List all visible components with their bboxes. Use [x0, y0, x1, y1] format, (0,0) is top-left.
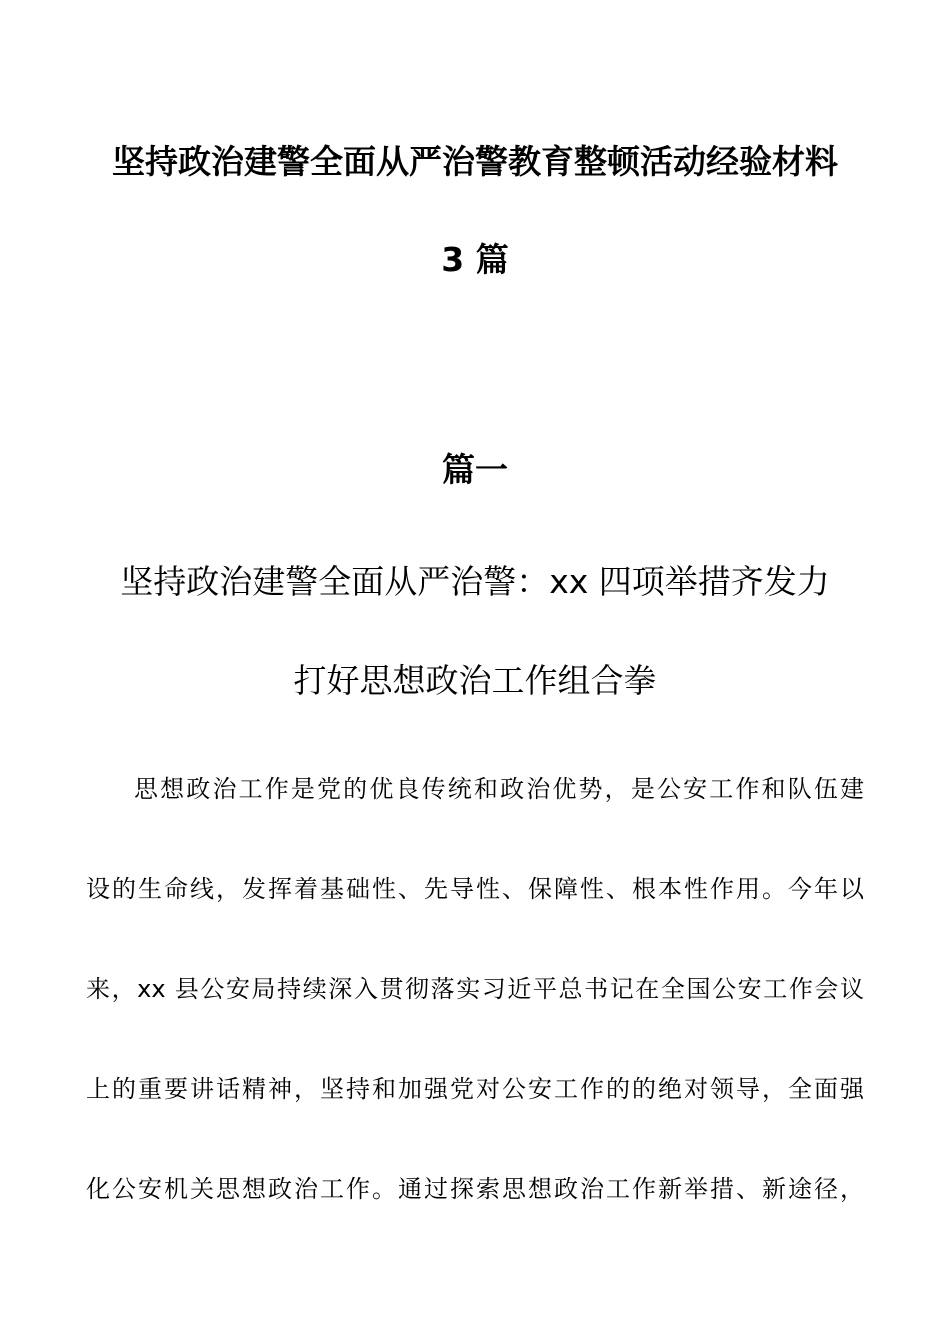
body-text-line: 思想政治工作是党的优良传统和政治优势，是公安工作和队伍建: [134, 775, 864, 803]
article-title-line-2: 打好思想政治工作组合拳: [293, 661, 657, 700]
body-text-line: 设的生命线，发挥着基础性、先导性、保障性、根本性作用。今年以: [86, 875, 864, 903]
document-title-line-2: 3 篇: [441, 240, 509, 279]
body-text-line: 上的重要讲话精神，坚持和加强党对公安工作的的绝对领导，全面强: [86, 1075, 864, 1103]
document-title-line-1: 坚持政治建警全面从严治警教育整顿活动经验材料: [112, 142, 838, 181]
section-heading: 篇一: [442, 450, 508, 489]
article-title-line-1: 坚持政治建警全面从严治警：xx 四项举措齐发力: [120, 562, 830, 601]
body-text-line: 来，xx 县公安局持续深入贯彻落实习近平总书记在全国公安工作会议: [86, 975, 864, 1003]
body-text-line: 化公安机关思想政治工作。通过探索思想政治工作新举措、新途径，: [86, 1175, 864, 1203]
